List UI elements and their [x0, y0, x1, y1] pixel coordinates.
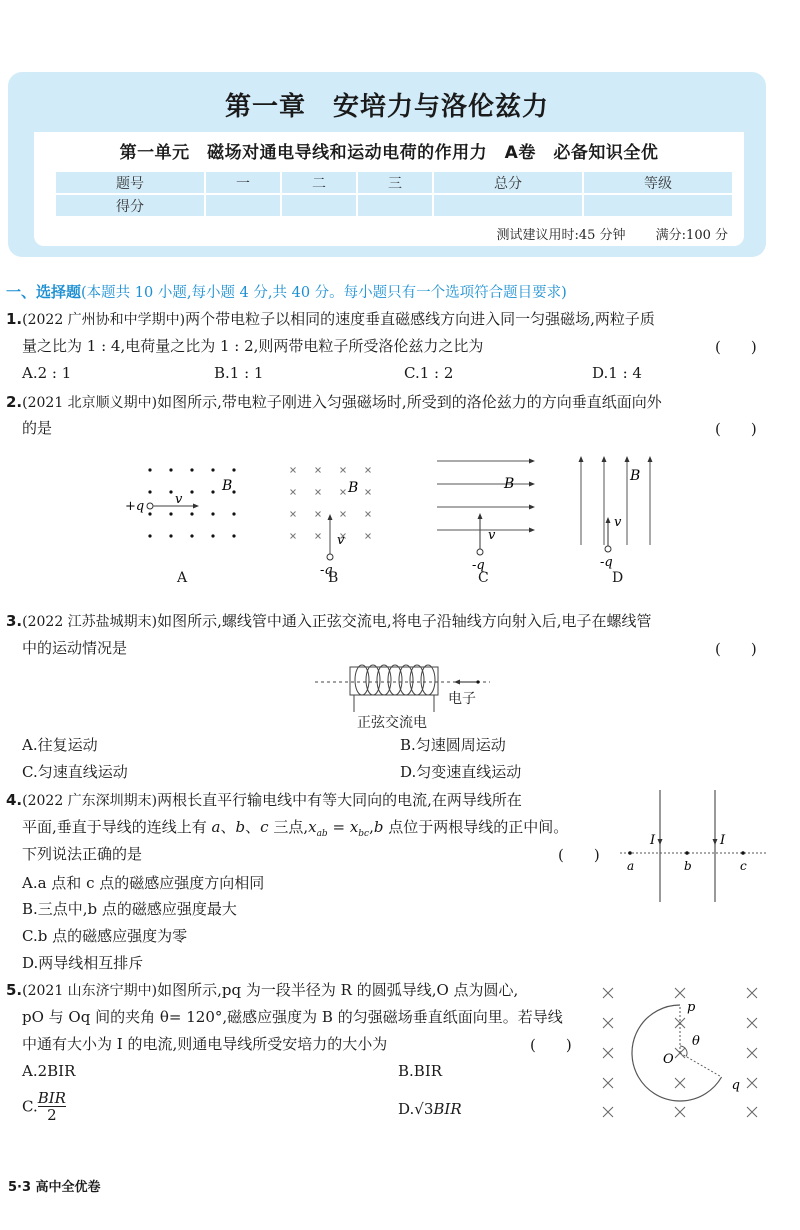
electron-arrowhead-icon	[454, 680, 460, 685]
coil-turn	[388, 665, 402, 695]
cell: 三	[358, 172, 432, 193]
header-box	[8, 72, 766, 257]
q2-line2: 的是	[22, 419, 53, 437]
velocity-label: v	[175, 492, 183, 507]
q4-number: 4.	[6, 791, 23, 809]
field-dot-icon	[232, 512, 235, 515]
point-p-label: p	[687, 1000, 696, 1015]
q3-line1	[6, 611, 651, 632]
q5-option-b[interactable]: B.BIR	[398, 1062, 443, 1080]
q5-option-c-numerator: BIR	[37, 1089, 66, 1107]
point-label: b	[684, 859, 692, 873]
cell-label: 得分	[56, 195, 204, 216]
q5-source: (2021 山东济宁期中)	[22, 983, 158, 999]
field-dot-icon	[211, 534, 214, 537]
field-dot-icon	[232, 534, 235, 537]
q5-line3: 中通有大小为 I 的电流,则通电导线所受安培力的大小为	[22, 1035, 388, 1053]
coil-turn	[421, 665, 435, 695]
q4-option-b[interactable]: B.三点中,b 点的磁感应强度最大	[22, 900, 237, 918]
coil-turn	[410, 665, 424, 695]
field-cross-icon	[316, 534, 321, 539]
charge-icon	[605, 546, 611, 552]
solenoid-core	[350, 667, 438, 695]
field-cross-icon	[291, 512, 296, 517]
q5-answer-blank[interactable]: ( )	[530, 1036, 572, 1054]
section-heading: 一、选择题	[6, 283, 82, 301]
point-q-label: q	[731, 1078, 740, 1093]
section-title	[6, 281, 567, 302]
field-cross-icon	[747, 988, 757, 998]
field-arrowhead-icon	[579, 456, 584, 462]
q2-figure-c[interactable]	[430, 455, 540, 573]
field-cross-icon	[366, 490, 371, 495]
q1-number: 1.	[6, 310, 23, 328]
section-note: (本题共 10 小题,每小题 4 分,共 40 分。每小题只有一个选项符合题目要求)	[81, 285, 567, 301]
field-arrowhead-icon	[529, 459, 535, 464]
field-dot-icon	[148, 468, 151, 471]
current-label: I	[720, 833, 726, 848]
q1-text: 两个带电粒子以相同的速度垂直磁感线方向进入同一匀强磁场,两粒子质	[185, 310, 655, 328]
field-cross-icon	[291, 468, 296, 473]
field-cross-icon	[603, 1018, 613, 1028]
score-cell[interactable]	[434, 195, 582, 216]
q3-electron-label: 电子	[448, 691, 476, 707]
velocity-label: v	[614, 515, 622, 530]
velocity-arrowhead-icon	[328, 514, 333, 520]
score-table-row-header	[56, 172, 732, 193]
q3-option-b[interactable]: B.匀速圆周运动	[400, 736, 506, 754]
unit-panel	[34, 132, 744, 246]
cell: 总分	[434, 172, 582, 193]
field-cross-icon	[316, 468, 321, 473]
current-arrowhead-icon	[658, 839, 663, 845]
field-arrowhead-icon	[648, 456, 653, 462]
field-cross-icon	[747, 1018, 757, 1028]
field-cross-icon	[366, 512, 371, 517]
q3-line2: 中的运动情况是	[22, 639, 128, 657]
q2-number: 2.	[6, 393, 23, 411]
q1-source: (2022 广州协和中学期中)	[22, 312, 186, 328]
field-dot-icon	[148, 534, 151, 537]
q4-wires-figure[interactable]	[615, 790, 775, 915]
field-dot-icon	[190, 512, 193, 515]
field-cross-icon	[291, 534, 296, 539]
field-dot-icon	[169, 534, 172, 537]
field-arrowhead-icon	[602, 456, 607, 462]
cell: 二	[282, 172, 356, 193]
charge-label: -q	[600, 555, 613, 570]
point-dot-icon	[628, 851, 632, 855]
q4-option-a[interactable]: A.a 点和 c 点的磁感应强度方向相同	[22, 874, 265, 892]
q1-option-c[interactable]: C.1 : 2	[404, 364, 454, 382]
q3-option-a[interactable]: A.往复运动	[22, 736, 98, 754]
point-label: c	[740, 859, 747, 873]
full-score: 满分:100 分	[655, 228, 728, 243]
field-cross-icon	[341, 468, 346, 473]
field-dot-icon	[232, 468, 235, 471]
field-dot-icon	[169, 468, 172, 471]
field-cross-icon	[603, 1107, 613, 1117]
q5-line2: pO 与 Oq 间的夹角 θ= 120°,磁感应强度为 B 的匀强磁场垂直纸面向里。若导线	[22, 1008, 563, 1026]
q1-line2: 量之比为 1 : 4,电荷量之比为 1 : 2,则两带电粒子所受洛伦兹力之比为	[22, 337, 484, 355]
q2-figure-a-label: A	[177, 570, 188, 586]
q3-ac-label: 正弦交流电	[357, 715, 427, 731]
field-cross-icon	[675, 1078, 685, 1088]
q5-option-a[interactable]: A.2BIR	[22, 1062, 76, 1080]
q1-option-a[interactable]: A.2 : 1	[22, 364, 72, 382]
coil-turn	[377, 665, 391, 695]
q5-text: 如图所示,pq 为一段半径为 R 的圆弧导线,O 点为圆心,	[157, 981, 519, 999]
field-dot-icon	[211, 512, 214, 515]
q4-option-d[interactable]: D.两导线相互排斥	[22, 954, 144, 972]
q2-line1	[6, 392, 662, 413]
velocity-label: v	[337, 533, 345, 548]
q2-text: 如图所示,带电粒子刚进入匀强磁场时,所受到的洛伦兹力的方向垂直纸面向外	[157, 393, 662, 411]
charge-label: +q	[125, 499, 145, 514]
q5-option-d-rest: BIR	[433, 1100, 462, 1118]
score-table-row-score	[56, 195, 732, 216]
q2-figure-a[interactable]	[120, 460, 270, 560]
field-arrowhead-icon	[529, 482, 535, 487]
q2-answer-blank[interactable]: ( )	[715, 420, 757, 438]
velocity-arrowhead-icon	[193, 504, 199, 509]
q4-source: (2022 广东深圳期末)	[22, 793, 158, 809]
field-cross-icon	[366, 534, 371, 539]
q5-option-d[interactable]: D.√3BIR	[398, 1100, 462, 1118]
q4-line1	[6, 790, 522, 811]
score-table	[54, 170, 734, 218]
velocity-arrowhead-icon	[478, 513, 483, 519]
point-label: a	[627, 859, 635, 873]
field-cross-icon	[316, 512, 321, 517]
suggested-time: 测试建议用时:45 分钟	[496, 228, 626, 243]
charge-label: -q	[472, 558, 485, 573]
q5-option-d-root: √3	[414, 1100, 434, 1118]
field-cross-icon	[675, 988, 685, 998]
q1-line1	[6, 309, 655, 330]
field-cross-icon	[747, 1048, 757, 1058]
field-dot-icon	[211, 468, 214, 471]
point-dot-icon	[685, 851, 689, 855]
field-cross-icon	[316, 490, 321, 495]
field-cross-icon	[603, 1048, 613, 1058]
q5-number: 5.	[6, 981, 23, 999]
point-dot-icon	[741, 851, 745, 855]
field-cross-icon	[747, 1078, 757, 1088]
field-cross-icon	[603, 988, 613, 998]
score-cell[interactable]	[282, 195, 356, 216]
field-dot-icon	[190, 534, 193, 537]
center-o-label: O	[663, 1052, 674, 1067]
charge-icon	[147, 503, 153, 509]
cell: 等级	[584, 172, 732, 193]
field-arrowhead-icon	[529, 528, 535, 533]
footer-brand: 5·3 高中全优卷	[8, 1180, 101, 1195]
charge-icon	[327, 554, 333, 560]
q4-option-c[interactable]: C.b 点的磁感应强度为零	[22, 927, 188, 945]
cell: 一	[206, 172, 280, 193]
field-dot-icon	[190, 490, 193, 493]
q2-figure-d[interactable]	[570, 450, 670, 570]
q5-option-c[interactable]: C. BIR 2	[22, 1089, 66, 1124]
score-cell[interactable]	[584, 195, 732, 216]
q4-answer-blank[interactable]: ( )	[558, 846, 600, 864]
charge-icon	[477, 549, 483, 555]
angle-theta-label: θ	[692, 1034, 700, 1049]
q2-figure-b-label: B	[328, 570, 339, 586]
field-dot-icon	[148, 512, 151, 515]
field-dot-icon	[190, 468, 193, 471]
q4-line3: 下列说法正确的是	[22, 845, 143, 863]
q1-option-d[interactable]: D.1 : 4	[592, 364, 642, 382]
coil-turn	[399, 665, 413, 695]
velocity-label: v	[488, 528, 496, 543]
field-cross-icon	[366, 468, 371, 473]
q2-source: (2021 北京顺义期中)	[22, 395, 158, 411]
field-cross-icon	[747, 1107, 757, 1117]
field-cross-icon	[603, 1078, 613, 1088]
q3-option-d[interactable]: D.匀变速直线运动	[400, 763, 522, 781]
coil-turn	[355, 665, 369, 695]
field-cross-icon	[341, 490, 346, 495]
field-arrowhead-icon	[625, 456, 630, 462]
field-cross-icon	[341, 512, 346, 517]
q1-option-b[interactable]: B.1 : 1	[214, 364, 264, 382]
q5-arc-figure[interactable]	[590, 975, 800, 1125]
electron-dot-icon	[476, 680, 479, 683]
field-label: B	[348, 480, 359, 496]
q5-line1	[6, 980, 518, 1001]
field-label: B	[222, 478, 233, 494]
q3-option-c[interactable]: C.匀速直线运动	[22, 763, 128, 781]
current-label: I	[650, 833, 656, 848]
cell-label: 题号	[56, 172, 204, 193]
unit-title: 第一单元 磁场对通电导线和运动电荷的作用力 A卷 必备知识全优	[119, 143, 659, 163]
coil-turn	[366, 665, 380, 695]
current-arrowhead-icon	[713, 839, 718, 845]
chapter-title: 第一章 安培力与洛伦兹力	[224, 92, 549, 122]
field-dot-icon	[211, 490, 214, 493]
score-cell[interactable]	[358, 195, 432, 216]
field-dot-icon	[169, 490, 172, 493]
field-dot-icon	[169, 512, 172, 515]
field-label: B	[504, 476, 515, 492]
q2-figure-d-label: D	[612, 570, 624, 586]
score-cell[interactable]	[206, 195, 280, 216]
q2-figure-b[interactable]	[285, 460, 385, 578]
field-cross-icon	[291, 490, 296, 495]
q3-answer-blank[interactable]: ( )	[715, 640, 757, 658]
q2-figure-c-label: C	[478, 570, 489, 586]
q3-source: (2022 江苏盐城期末)	[22, 614, 158, 630]
field-dot-icon	[148, 490, 151, 493]
q3-text: 如图所示,螺线管中通入正弦交流电,将电子沿轴线方向射入后,电子在螺线管	[157, 612, 652, 630]
q5-option-c-denominator: 2	[47, 1106, 57, 1124]
q4-text: 两根长直平行输电线中有等大同向的电流,在两导线所在	[157, 791, 522, 809]
exam-meta	[470, 224, 728, 243]
field-dot-icon	[232, 490, 235, 493]
field-arrowhead-icon	[529, 505, 535, 510]
velocity-arrowhead-icon	[606, 517, 611, 523]
charge-label: -q	[320, 563, 333, 578]
q1-answer-blank[interactable]: ( )	[715, 338, 757, 356]
q3-number: 3.	[6, 612, 23, 630]
field-cross-icon	[675, 1107, 685, 1117]
field-label: B	[630, 468, 641, 484]
q4-line2: 平面,垂直于导线的连线上有 a、b、c 三点$,x_{ab} = x_{bc},b$ 点位于两根导线的正中间。	[22, 818, 569, 839]
